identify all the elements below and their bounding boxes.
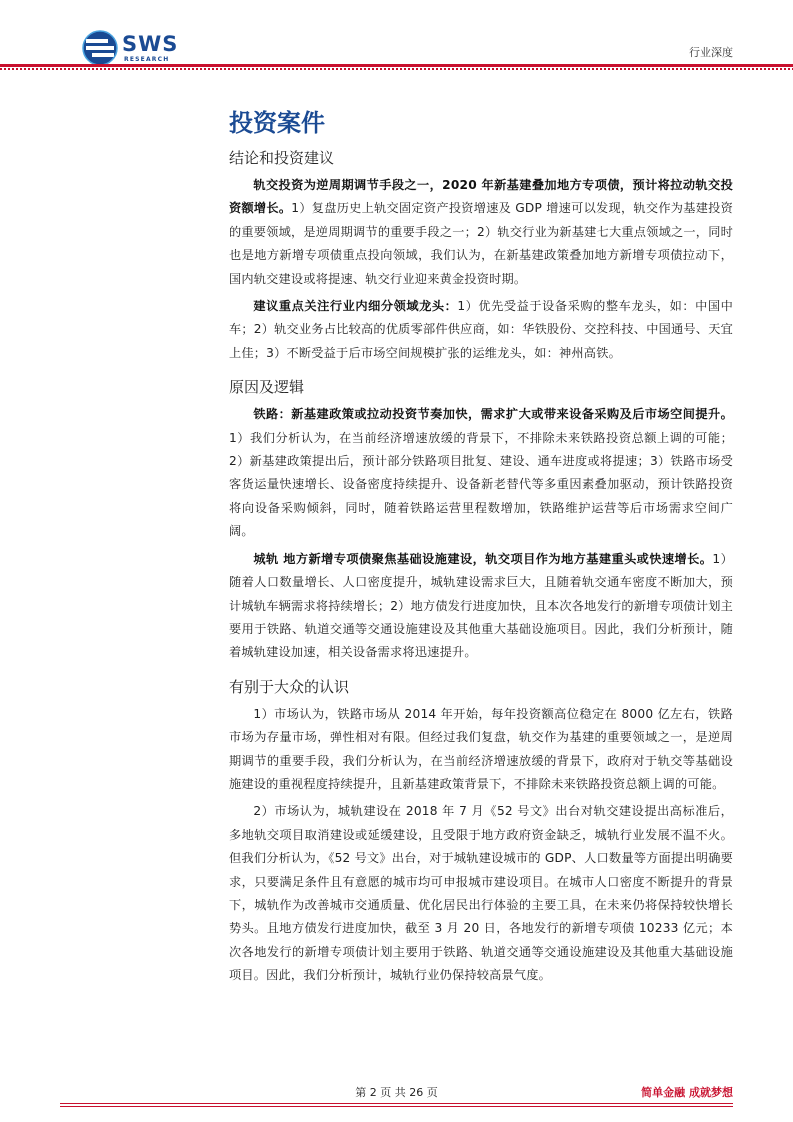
logo-text: SWS [122, 32, 179, 56]
paragraph-lead: 建议重点关注行业内细分领域龙头： [253, 299, 458, 314]
paragraph-body: 1）复盘历史上轨交固定资产投资增速及 GDP 增速可以发现，轨交作为基建投资的重要领域，是逆周期调节的重要手段之一；2）轨交行业为新基建七大重点领域之一，同时也是地方新增专项债重点投向领域，我们认为，在新基建政策叠加地方新增专项债拉动下，国内轨交建设或将提速、轨交行业迎来黄金投资时期。 [229, 201, 734, 286]
section-title-differentiated-view: 有别于大众的认识 [229, 677, 350, 696]
paragraph-lead: 轨交投资为逆周期调节手段之一，2020 年新基建叠加地方专项债，预计将拉动轨交投资额增长。 [229, 178, 733, 216]
paragraph [229, 295, 733, 365]
paragraph-body: 1）市场认为，铁路市场从 2014 年开始，每年投资额高位稳定在 8000 亿左右，铁路市场为存量市场，弹性相对有限。但经过我们复盘，轨交作为基建的重要领域之一，是逆周期调节的重要手段，我们分析认为，在当前经济增速放缓的背景下，政府对于轨交等基础设施建设的重视程度持续提升，且新基建政策背景下，不排除未来铁路投资总额上调的可能。 [229, 706, 733, 791]
section-title-conclusion: 结论和投资建议 [229, 149, 335, 167]
footer-rule [60, 1103, 733, 1104]
page-number: 第 2 页 共 26 页 [355, 1086, 438, 1099]
main-content [229, 106, 733, 992]
report-category: 行业深度 [689, 46, 733, 59]
paragraph-body: 1）优先受益于设备采购的整车龙头，如：中国中车；2）轨交业务占比较高的优质零部件供应商，如：华铁股份、交控科技、中国通号、天宜上佳；3）不断受益于后市场空间规模扩张的运维龙头，如：神州高铁。 [229, 299, 734, 360]
paragraph-body: 2）市场认为，城轨建设在 2018 年 7 月《52 号文》出台对轨交建设提出高标准后，多地轨交项目取消建设或延缓建设，且受限于地方政府资金缺乏，城轨行业发展不温不火。但我们分析认为，《52 号文》出台，对于城轨建设城市的 GDP、人口数量等方面提出明确要求，只要满足条件且有意愿的城市均可申报城市建设项目。在城市人口密度不断提升的背景下，城轨作为改善城市交通质量、优化居民出行体验的主要工具，在未来仍将保持较快增长势头。且地方债发行进度加快，截至 3 月 20 日，各地发行的新增专项债 10233 亿元；本次各地发行的新增专项债计划主要用于铁路、轨道交通等交通设施建设及其他重大基础设施项目。因此，我们分析预计，城轨行业仍保持较高景气度。 [229, 804, 733, 983]
header-rule [0, 64, 793, 67]
paragraph [229, 548, 733, 665]
paragraph-lead: 城轨 地方新增专项债聚焦基础设施建设，轨交项目作为地方基建重头或快速增长。 [253, 551, 713, 566]
section-title-reasons: 原因及逻辑 [229, 378, 305, 397]
page-header [0, 0, 793, 80]
paragraph [229, 800, 733, 987]
header-dotted-rule [0, 68, 793, 70]
paragraph [229, 174, 733, 291]
page-title: 投资案件 [229, 109, 325, 137]
paragraph-body: 1）我们分析认为，在当前经济增速放缓的背景下，不排除未来铁路投资总额上调的可能；2）新基建政策提出后，预计部分铁路项目批复、建设、通车进度或将提速；3）铁路市场受客货运量快速增长、设备密度持续提升、设备新老替代等多重因素叠加驱动，预计铁路投资将向设备采购倾斜，同时，随着铁路运营里程数增加，铁路维护运营等后市场需求空间广阔。 [229, 430, 733, 539]
paragraph [229, 403, 733, 543]
paragraph-body: 1）随着人口数量增长、人口密度提升，城轨建设需求巨大，且随着轨交通车密度不断加大，预计城轨车辆需求将持续增长；2）地方债发行进度加快，且本次各地发行的新增专项债计划主要用于铁路、轨道交通等交通设施建设及其他重大基础设施项目。因此，我们分析预计，随着城轨建设加速，相关设备需求将迅速提升。 [229, 551, 733, 660]
footer-slogan: 简单金融 成就梦想 [641, 1086, 733, 1099]
sws-logo-icon [82, 30, 118, 66]
paragraph [229, 703, 733, 797]
paragraph-lead: 铁路：新基建政策或拉动投资节奏加快，需求扩大或带来设备采购及后市场空间提升。 [253, 407, 733, 422]
logo-subtext: RESEARCH [124, 56, 170, 63]
footer-rule-secondary [60, 1106, 733, 1107]
